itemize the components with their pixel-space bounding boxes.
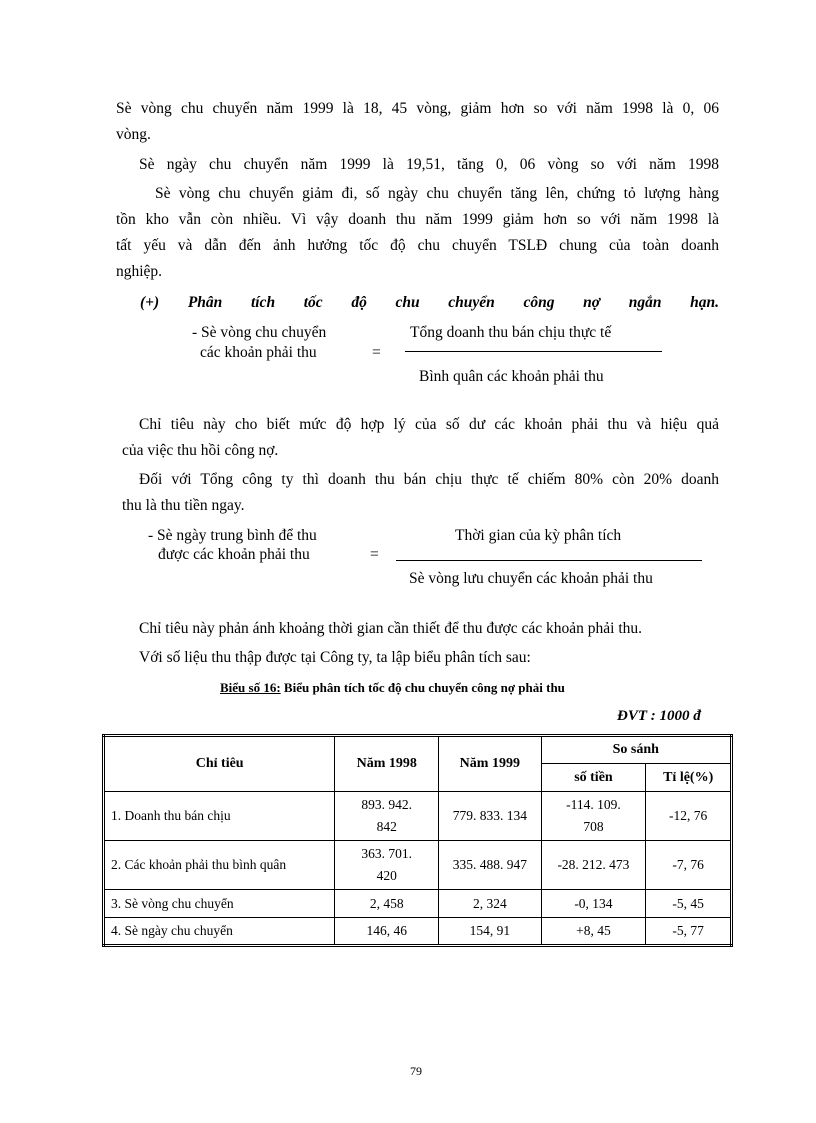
formula-1-denominator: Bình quân các khoản phải thu (419, 368, 604, 385)
paragraph-4-line-1: Chỉ tiêu này cho biết mức độ hợp lý của số dư các khoản phải thu và hiệu quả (139, 416, 719, 433)
formula-2-denominator: Sè vòng lưu chuyển các khoản phải thu (409, 570, 653, 587)
table-caption-prefix: Biểu số 16: (220, 680, 281, 695)
table-row (104, 792, 732, 841)
turnover-table (102, 734, 733, 947)
paragraph-1-line-2: vòng. (116, 126, 151, 143)
unit-label: ĐVT : 1000 đ (617, 708, 701, 724)
header-amount: số tiền (541, 764, 646, 792)
row-amount: +8, 45 (541, 918, 646, 946)
row-ratio: -12, 76 (646, 792, 732, 841)
row-year-1999: 779. 833. 134 (439, 792, 541, 841)
table-caption (220, 680, 565, 696)
paragraph-3-line-2: tồn kho vẫn còn nhiều. Vì vậy doanh thu năm 1999 giảm hơn so với năm 1998 là (116, 211, 719, 228)
formula-2-fraction-bar (396, 560, 702, 561)
row-indicator: 1. Doanh thu bán chịu (104, 792, 335, 841)
paragraph-3-line-1: Sè vòng chu chuyển giảm đi, số ngày chu chuyển tăng lên, chứng tỏ lượng hàng (155, 185, 719, 202)
row-year-1998: 2, 458 (335, 890, 439, 918)
table-caption-title: Biểu phân tích tốc độ chu chuyển công nợ phải thu (280, 680, 565, 695)
formula-2-label-line-2: được các khoản phải thu (158, 546, 310, 563)
row-amount: -28. 212. 473 (541, 841, 646, 890)
section-heading: (+) Phân tích tốc độ chu chuyển công nợ ngắn hạn. (140, 294, 719, 311)
formula-2-label-line-1: - Sè ngày trung bình để thu (148, 527, 317, 544)
header-indicator: Chỉ tiêu (104, 736, 335, 792)
row-year-1999: 154, 91 (439, 918, 541, 946)
paragraph-6: Chỉ tiêu này phản ánh khoảng thời gian cần thiết để thu được các khoản phải thu. (139, 620, 643, 637)
formula-1-label-line-1: - Sè vòng chu chuyển (192, 324, 327, 341)
paragraph-5-line-2: thu là thu tiền ngay. (122, 497, 245, 514)
row-ratio: -5, 45 (646, 890, 732, 918)
row-ratio: -7, 76 (646, 841, 732, 890)
header-ratio: Tỉ lệ(%) (646, 764, 732, 792)
formula-1-numerator: Tổng doanh thu bán chịu thực tế (410, 324, 612, 341)
header-year-1999: Năm 1999 (439, 736, 541, 792)
row-indicator: 2. Các khoản phải thu bình quân (104, 841, 335, 890)
table-row (104, 841, 732, 890)
paragraph-4-line-2: của việc thu hồi công nợ. (122, 442, 279, 459)
row-year-1999: 335. 488. 947 (439, 841, 541, 890)
paragraph-3-line-3: tất yếu và dẫn đến ảnh hưởng tốc độ chu chuyển TSLĐ chung của toàn doanh (116, 237, 719, 254)
row-indicator: 4. Sè ngày chu chuyển (104, 918, 335, 946)
formula-1-label-line-2: các khoản phải thu (200, 344, 317, 361)
paragraph-1-line-1: Sè vòng chu chuyển năm 1999 là 18, 45 vòng, giảm hơn so với năm 1998 là 0, 06 (116, 100, 719, 117)
formula-1-fraction-bar (405, 351, 662, 352)
formula-1-equals: = (372, 344, 381, 361)
header-year-1998: Năm 1998 (335, 736, 439, 792)
formula-2-equals: = (370, 546, 379, 563)
paragraph-7: Với số liệu thu thập được tại Công ty, ta lập biểu phân tích sau: (139, 649, 531, 666)
table-row (104, 890, 732, 918)
paragraph-3-line-4: nghiệp. (116, 263, 163, 280)
row-amount: -114. 109. 708 (541, 792, 646, 841)
header-compare: So sánh (541, 736, 731, 764)
row-year-1998: 363. 701. 420 (335, 841, 439, 890)
row-ratio: -5, 77 (646, 918, 732, 946)
row-indicator: 3. Sè vòng chu chuyển (104, 890, 335, 918)
row-year-1999: 2, 324 (439, 890, 541, 918)
table-header-row-1 (104, 736, 732, 764)
row-amount: -0, 134 (541, 890, 646, 918)
paragraph-5-line-1: Đối với Tổng công ty thì doanh thu bán chịu thực tế chiếm 80% còn 20% doanh (139, 471, 719, 488)
formula-2-numerator: Thời gian của kỳ phân tích (455, 527, 622, 544)
page-number: 79 (410, 1064, 422, 1078)
row-year-1998: 893. 942. 842 (335, 792, 439, 841)
row-year-1998: 146, 46 (335, 918, 439, 946)
paragraph-2: Sè ngày chu chuyển năm 1999 là 19,51, tăng 0, 06 vòng so với năm 1998 (139, 156, 719, 173)
table-row (104, 918, 732, 946)
